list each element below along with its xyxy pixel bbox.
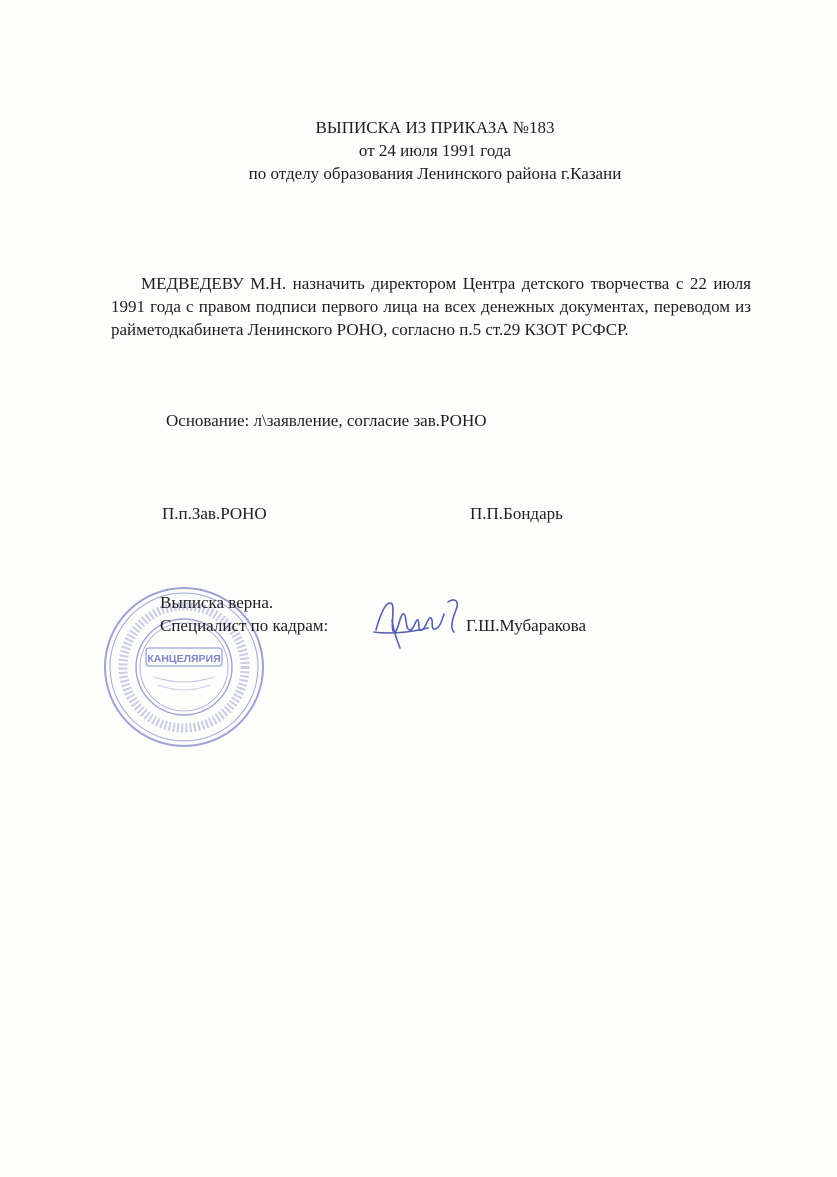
basis-line: Основание: л\заявление, согласие зав.РОНО (166, 411, 487, 430)
document-title: ВЫПИСКА ИЗ ПРИКАЗА №183 (315, 118, 555, 137)
certification-statement: Выписка верна. (160, 593, 274, 612)
signatory-position: П.п.Зав.РОНО (162, 504, 267, 523)
certification-name: Г.Ш.Мубаракова (466, 616, 587, 635)
order-paragraph: МЕДВЕДЕВУ М.Н. назначить директором Центра детского творчества с 22 июля 1991 года с правом подписи первого лица на всех денежных документах, переводом из райметодкабинета Ленинского РОНО, согласно п.5 ст.29 КЗОТ РСФСР. (111, 274, 751, 339)
signatory-name: П.П.Бондарь (470, 504, 563, 523)
document-heading (110, 116, 760, 185)
handwritten-signature (368, 590, 468, 656)
document-date: от 24 июля 1991 года (358, 141, 512, 160)
certification-role: Специалист по кадрам: (160, 616, 329, 635)
document-department: по отделу образования Ленинского района г.Казани (248, 164, 622, 183)
stamp-label: КАНЦЕЛЯРИЯ (147, 653, 221, 665)
